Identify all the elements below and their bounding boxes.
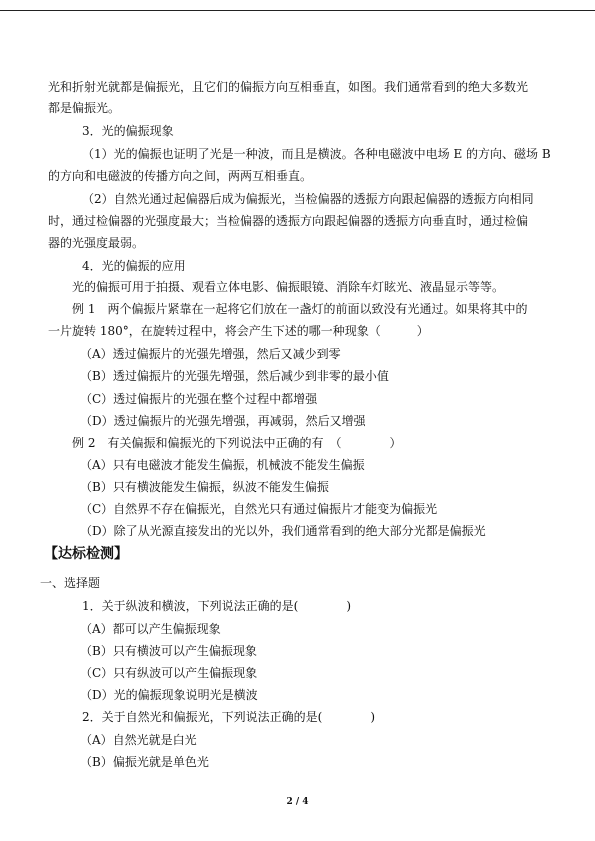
question-1: 1．关于纵波和横波，下列说法正确的是( ) — [82, 599, 351, 613]
option-a: （A）都可以产生偏振现象 — [80, 622, 221, 636]
option-b: （B）只有横波能发生偏振，纵波不能发生偏振 — [80, 480, 329, 494]
option-d: （D）除了从光源直接发出的光以外，我们通常看到的绝大部分光都是偏振光 — [80, 524, 486, 538]
option-c: （C）自然界不存在偏振光，自然光只有通过偏振片才能变为偏振光 — [80, 502, 438, 516]
header-rule — [0, 10, 595, 11]
example-1: 例 1 两个偏振片紧靠在一起将它们放在一盏灯的前面以致没有光通过。如果将其中的 — [72, 302, 528, 316]
paragraph-line: （1）光的偏振也证明了光是一种波，而且是横波。各种电磁波中电场 E 的方向、磁场 B — [82, 147, 551, 161]
section-heading: 【达标检测】 — [44, 546, 128, 562]
example-2: 例 2 有关偏振和偏振光的下列说法中正确的有 （ ） — [72, 436, 402, 450]
section-title: 一、选择题 — [40, 576, 101, 590]
option-a: （A）只有电磁波才能发生偏振，机械波不能发生偏振 — [80, 458, 365, 472]
option-d: （D）光的偏振现象说明光是横波 — [80, 688, 258, 702]
option-a: （A）透过偏振片的光强先增强，然后又减少到零 — [80, 347, 341, 361]
paragraph-line: （2）自然光通过起偏器后成为偏振光，当检偏器的透振方向跟起偏器的透振方向相同 — [82, 192, 534, 206]
option-a: （A）自然光就是白光 — [80, 733, 197, 747]
paragraph-line: 光的偏振可用于拍摄、观看立体电影、偏振眼镜、消除车灯眩光、液晶显示等等。 — [72, 280, 505, 294]
paragraph-line: 都是偏振光。 — [48, 101, 121, 115]
option-d: （D）透过偏振片的光强先增强，再减弱，然后又增强 — [80, 414, 366, 428]
option-c: （C）透过偏振片的光强在整个过程中都增强 — [80, 392, 318, 406]
paragraph-line: 的方向和电磁波的传播方向之间，两两互相垂直。 — [48, 169, 313, 183]
question-2: 2．关于自然光和偏振光，下列说法正确的是( ) — [82, 710, 376, 724]
subheading-4: 4．光的偏振的应用 — [82, 259, 186, 273]
option-b: （B）偏振光就是单色光 — [80, 755, 209, 769]
option-b: （B）透过偏振片的光强先增强，然后减少到非零的最小值 — [80, 369, 389, 383]
option-c: （C）只有纵波可以产生偏振现象 — [80, 666, 258, 680]
paragraph-line: 一片旋转 180°，在旋转过程中，将会产生下述的哪一种现象（ ） — [48, 324, 429, 338]
option-b: （B）只有横波可以产生偏振现象 — [80, 644, 257, 658]
paragraph-line: 光和折射光就都是偏振光，且它们的偏振方向互相垂直，如图。我们通常看到的绝大多数光 — [48, 80, 529, 94]
subheading-3: 3．光的偏振现象 — [82, 124, 174, 138]
paragraph-line: 时，通过检偏器的光强度最大；当检偏器的透振方向跟起偏器的透振方向垂直时，通过检偏 — [48, 214, 529, 228]
page-number: 2 / 4 — [286, 797, 309, 807]
paragraph-line: 器的光强度最弱。 — [48, 236, 145, 250]
